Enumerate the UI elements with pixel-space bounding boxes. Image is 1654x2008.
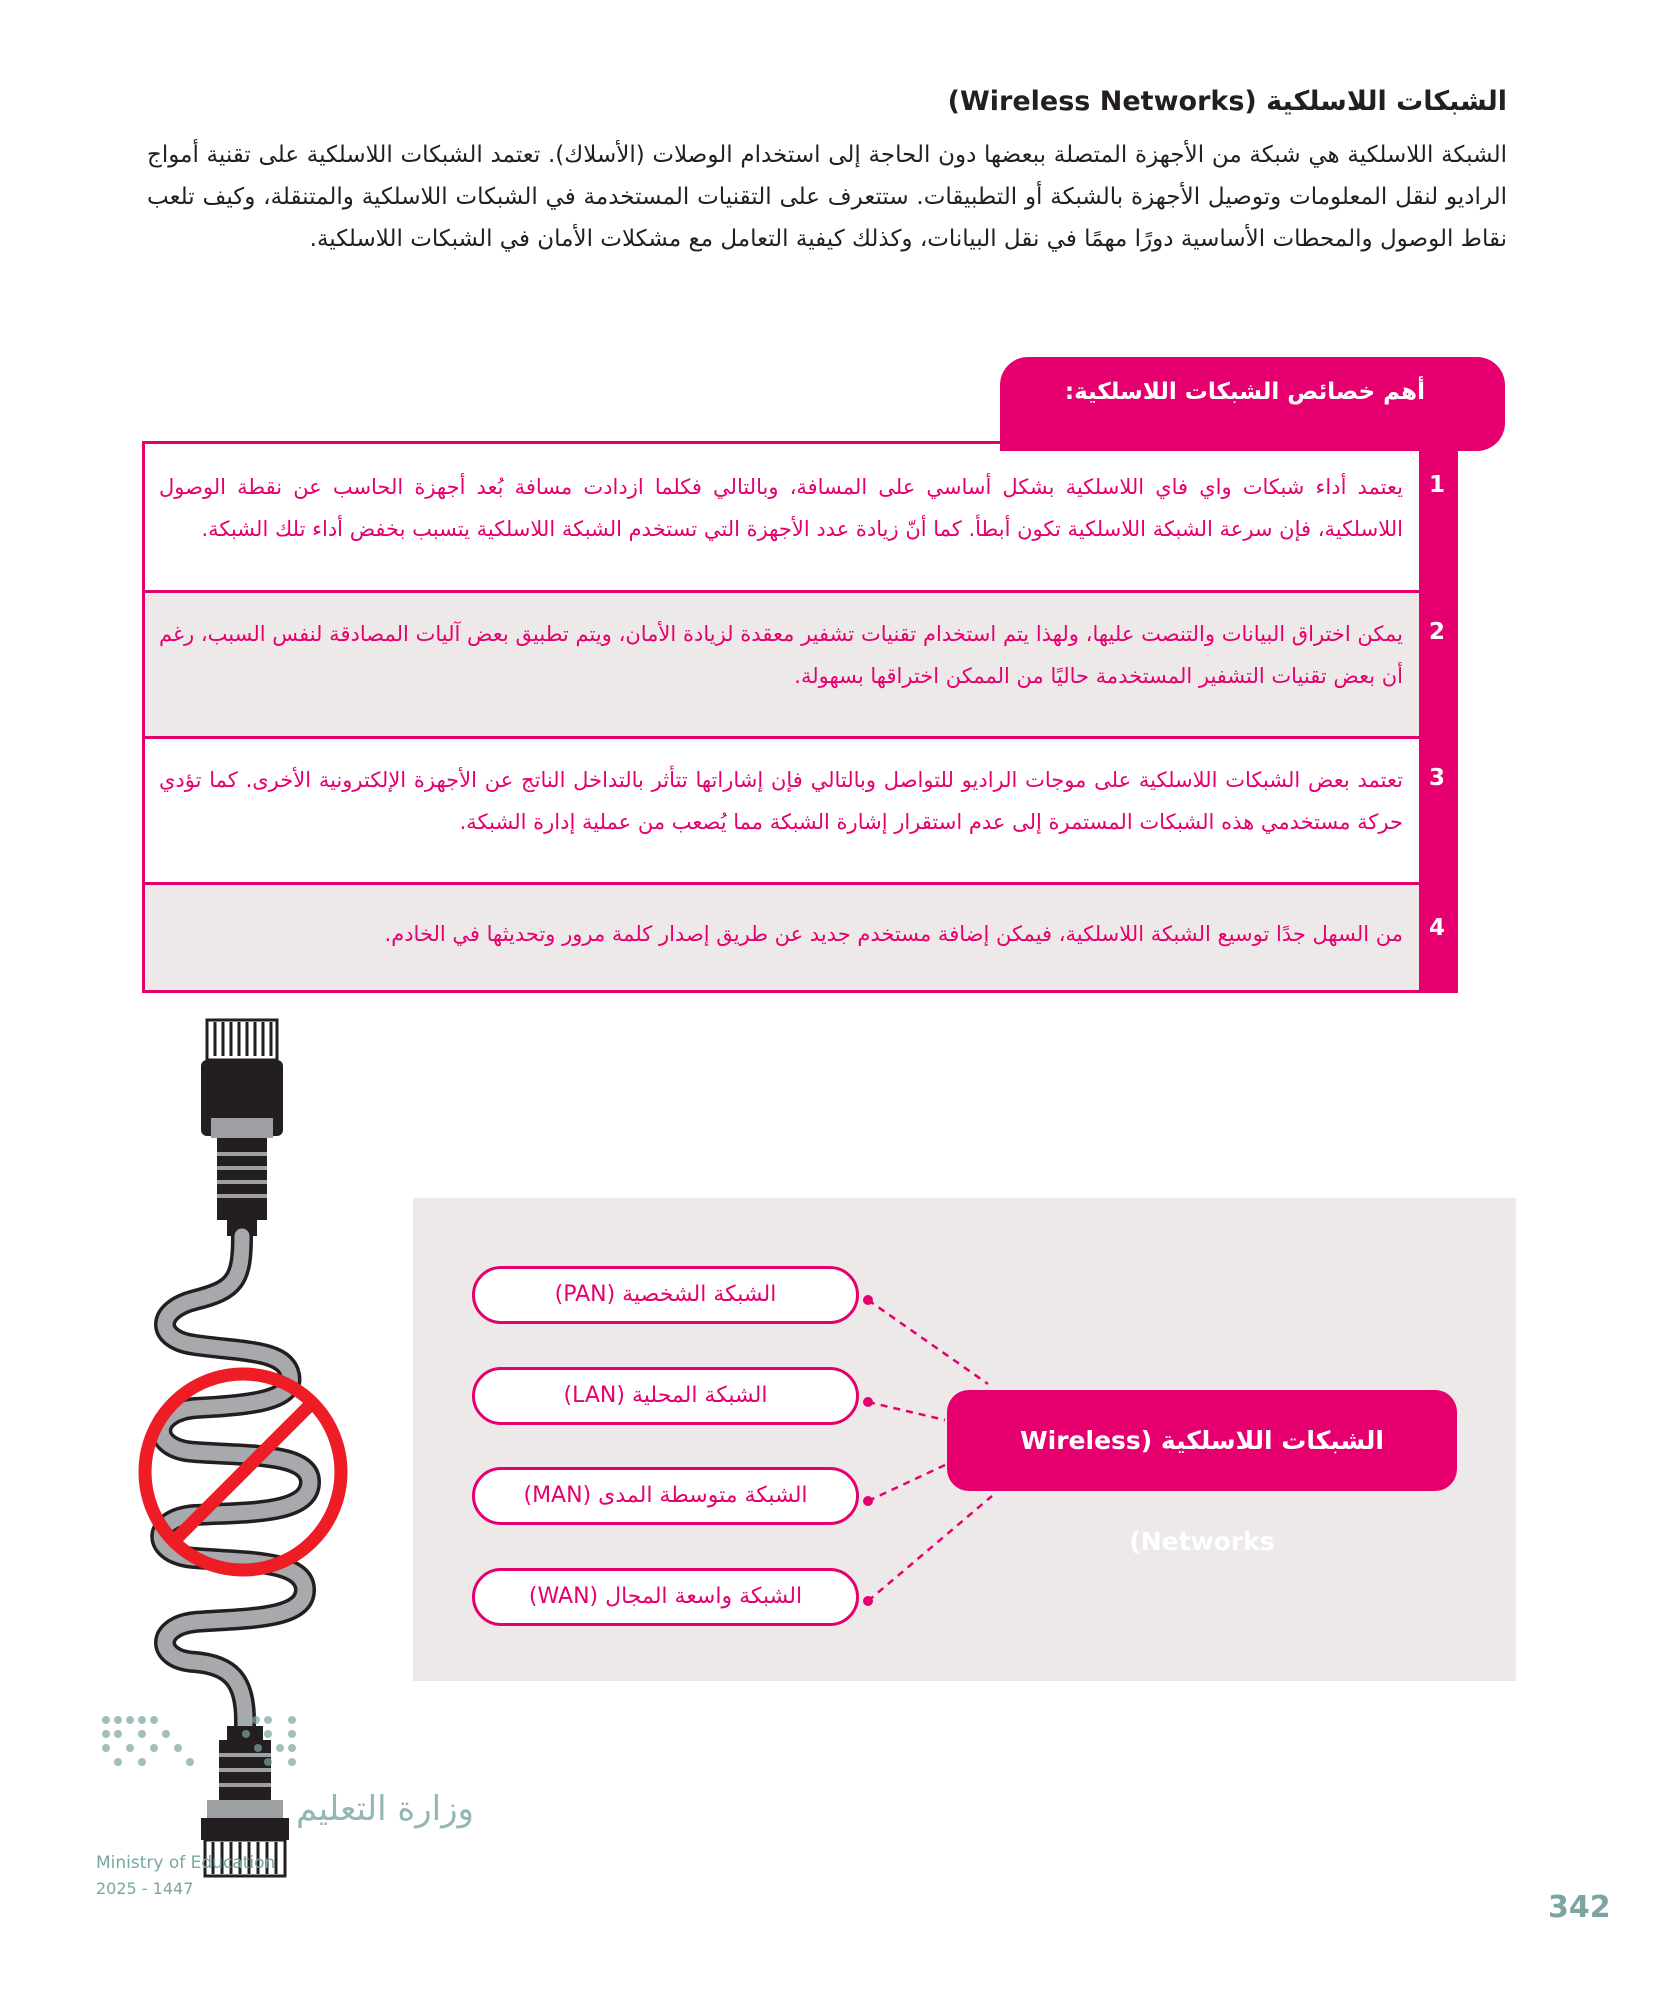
ministry-name-english: Ministry of Education [96, 1853, 276, 1873]
connector-line-man [868, 1465, 945, 1501]
row-text: يعتمد أداء شبكات واي فاي اللاسلكية بشكل أساسي على المسافة، وبالتالي فكلما ازدادت مسافة بُعد أجهزة الحاسب عن نقطة الوصول اللاسلكية، فإن سرعة الشبكة اللاسلكية تكون أبطأ. كما أنّ زيادة عدد الأجهزة التي تستخدم الشبكة اللاسلكية يتسبب بخفض أداء تلك الشبكة. [159, 475, 1403, 541]
properties-header-label: أهم خصائص الشبكات اللاسلكية: [1064, 379, 1425, 405]
concept-map-center: الشبكات اللاسلكية (Wireless Networks) [947, 1390, 1457, 1491]
svg-text:وزارة التعليم: وزارة التعليم [296, 1789, 474, 1829]
ministry-logo-icon [96, 1712, 474, 1852]
section-title: الشبكات اللاسلكية (Wireless Networks) [947, 86, 1507, 117]
network-type-lan: الشبكة المحلية (LAN) [472, 1367, 859, 1425]
connector-dot [863, 1295, 873, 1305]
row-number: 1 [1419, 444, 1455, 590]
row-text: من السهل جدًا توسيع الشبكة اللاسلكية، فيمكن إضافة مستخدم جديد عن طريق إصدار كلمة مرور وتحديثها في الخادم. [384, 922, 1403, 946]
row-text: يمكن اختراق البيانات والتنصت عليها، ولهذا يتم استخدام تقنيات تشفير معقدة لزيادة الأمان، ويتم تطبيق بعض آليات المصادقة لنفس السبب، رغم أن بعض تقنيات التشفير المستخدمة حاليًا من الممكن اختراقها بسهولة. [159, 622, 1403, 688]
connector-dot [863, 1397, 873, 1407]
connector-line-wan [868, 1496, 992, 1601]
connector-line-lan [868, 1402, 945, 1420]
connector-dot [863, 1496, 873, 1506]
row-text: تعتمد بعض الشبكات اللاسلكية على موجات الراديو للتواصل وبالتالي فإن إشاراتها تتأثر بالتداخل الناتج عن الأجهزة الإلكترونية الأخرى. كما تؤدي حركة مستخدمي هذه الشبكات المستمرة إلى عدم استقرار إشارة الشبكة مما يُصعب من عملية إدارة الشبكة. [159, 768, 1403, 834]
page-number: 342 [1548, 1890, 1611, 1925]
intro-paragraph: الشبكة اللاسلكية هي شبكة من الأجهزة المتصلة ببعضها دون الحاجة إلى استخدام الوصلات (الأسلاك). تعتمد الشبكات اللاسلكية على تقنية أمواج الراديو لنقل المعلومات وتوصيل الأجهزة بالشبكة أو التطبيقات. ستتعرف على التقنيات المستخدمة في الشبكات اللاسلكية والمتنقلة، وكيف تلعب نقاط الوصول والمحطات الأساسية دورًا مهمًا في نقل البيانات، وكذلك كيفية التعامل مع مشكلات الأمان في الشبكات اللاسلكية. [147, 142, 1507, 252]
network-type-man: الشبكة متوسطة المدى (MAN) [472, 1467, 859, 1525]
row-number: 3 [1419, 739, 1455, 882]
network-type-wan: الشبكة واسعة المجال (WAN) [472, 1568, 859, 1626]
row-number: 4 [1419, 885, 1455, 990]
connector-line-pan [868, 1300, 988, 1384]
ministry-year: 2025 - 1447 [96, 1879, 194, 1898]
row-number: 2 [1419, 593, 1455, 736]
connector-dot [863, 1596, 873, 1606]
network-type-pan: الشبكة الشخصية (PAN) [472, 1266, 859, 1324]
